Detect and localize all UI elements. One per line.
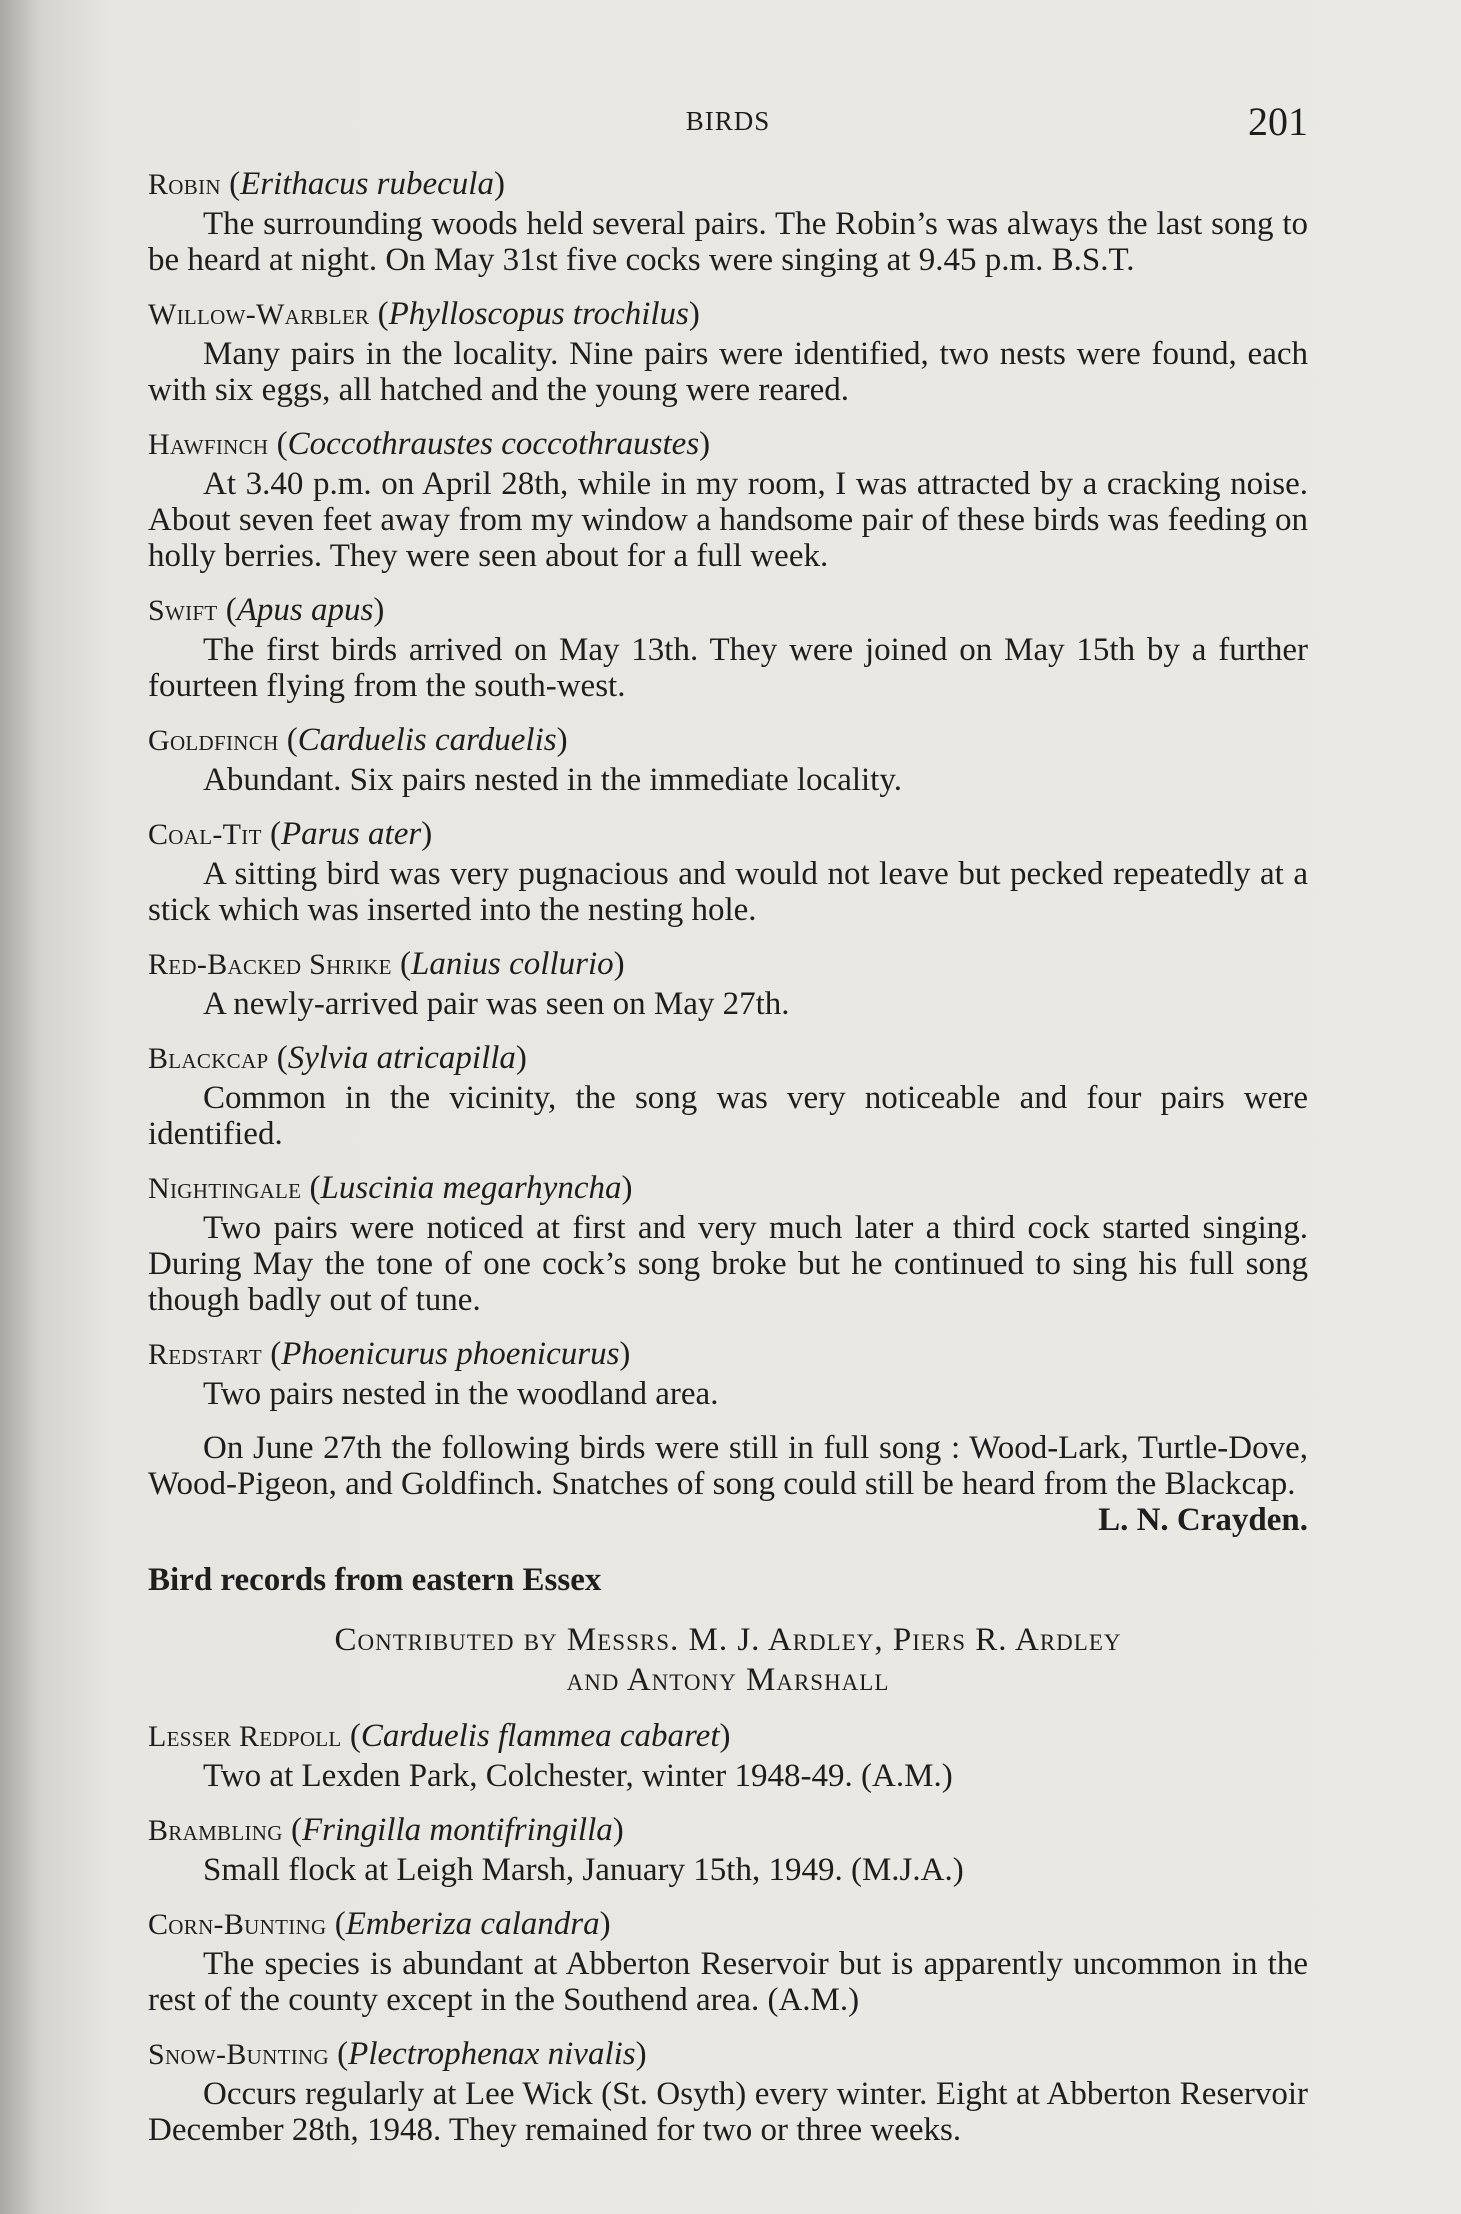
latin-name: Carduelis flammea cabaret (360, 1718, 720, 1754)
entry-text: Two at Lexden Park, Colchester, winter 1948-49. (A.M.) (203, 1758, 953, 1794)
bird-entry-redstart: Redstart (Phoenicurus phoenicurus) Two pairs nested in the woodland area. (148, 1336, 1308, 1412)
latin-name: Phoenicurus phoenicurus (281, 1336, 620, 1372)
entry-text: A sitting bird was very pugnacious and would not leave but pecked repeatedly at a stick which was inserted into the nesting hole. (148, 856, 1308, 928)
page-number: 201 (1248, 99, 1308, 144)
bird-entry-robin: Robin (Erithacus rubecula) The surrounding woods held several pairs. The Robin’s was always the last song to be heard at night. On May 31st five cocks were singing at 9.45 p.m. B.S.T. (148, 166, 1308, 278)
entry-text: Common in the vicinity, the song was very noticeable and four pairs were identified. (148, 1080, 1308, 1152)
entries-list-1 (148, 166, 1308, 1412)
latin-name: Plectrophenax nivalis (348, 2036, 636, 2072)
bird-entry-red-backed-shrike: Red-Backed Shrike (Lanius collurio) A newly-arrived pair was seen on May 27th. (148, 946, 1308, 1022)
running-head: BIRDS (685, 106, 771, 136)
bird-entry-lesser-redpoll: Lesser Redpoll (Carduelis flammea cabaret) Two at Lexden Park, Colchester, winter 1948-49. (A.M.) (148, 1718, 1308, 1794)
latin-name: Fringilla montifringilla (301, 1812, 613, 1848)
common-name: Corn-Bunting (148, 1908, 327, 1941)
author-signature: L. N. Crayden. (1098, 1502, 1308, 1538)
latin-name: Parus ater (280, 816, 422, 852)
bird-entry-willow-warbler: Willow-Warbler (Phylloscopus trochilus) Many pairs in the locality. Nine pairs were identified, two nests were found, each with six eggs, all hatched and the young were reared. (148, 296, 1308, 408)
bird-entry-nightingale: Nightingale (Luscinia megarhyncha) Two pairs were noticed at first and very much later a third cock started singing. During May the tone of one cock’s song broke but he continued to sing his full song though badly out of tune. (148, 1170, 1308, 1318)
latin-name: Erithacus rubecula (240, 166, 494, 202)
bird-entry-brambling: Brambling (Fringilla montifringilla) Small flock at Leigh Marsh, January 15th, 1949. (M.J.A.) (148, 1812, 1308, 1888)
contributors-line-2: and Antony Marshall (566, 1662, 890, 1698)
section-title: Bird records from eastern Essex (148, 1562, 602, 1598)
entry-text: The species is abundant at Abberton Reservoir but is apparently uncommon in the rest of the county except in the Southend area. (A.M.) (148, 1946, 1308, 2018)
closing-paragraph: On June 27th the following birds were still in full song : Wood-Lark, Turtle-Dove, Wood-Pigeon, and Goldfinch. Snatches of song could still be heard from the Blackcap. (148, 1430, 1308, 1502)
common-name: Coal-Tit (148, 818, 262, 851)
latin-name: Carduelis carduelis (297, 722, 557, 758)
common-name: Brambling (148, 1814, 283, 1847)
common-name: Nightingale (148, 1172, 302, 1205)
page-body (148, 166, 1308, 2166)
latin-name: Apus apus (236, 592, 374, 628)
entry-text: Abundant. Six pairs nested in the immediate locality. (203, 762, 902, 798)
common-name: Redstart (148, 1338, 262, 1371)
common-name: Red-Backed Shrike (148, 948, 392, 981)
entry-text: A newly-arrived pair was seen on May 27th. (203, 986, 790, 1022)
latin-name: Lanius collurio (411, 946, 614, 982)
entries-list-2 (148, 1718, 1308, 2148)
bird-entry-goldfinch: Goldfinch (Carduelis carduelis) Abundant. Six pairs nested in the immediate locality. (148, 722, 1308, 798)
entry-text: At 3.40 p.m. on April 28th, while in my room, I was attracted by a cracking noise. About seven feet away from my window a handsome pair of these birds was feeding on holly berries. They were seen about for a full week. (148, 466, 1308, 574)
common-name: Lesser Redpoll (148, 1720, 342, 1753)
common-name: Hawfinch (148, 428, 269, 461)
page-header (148, 98, 1308, 158)
bird-entry-corn-bunting: Corn-Bunting (Emberiza calandra) The species is abundant at Abberton Reservoir but is apparently uncommon in the rest of the county except in the Southend area. (A.M.) (148, 1906, 1308, 2018)
latin-name: Coccothraustes coccothraustes (287, 426, 700, 462)
bird-entry-snow-bunting: Snow-Bunting (Plectrophenax nivalis) Occurs regularly at Lee Wick (St. Osyth) every winter. Eight at Abberton Reservoir December 28th, 1948. They remained for two or three weeks. (148, 2036, 1308, 2148)
common-name: Blackcap (148, 1042, 269, 1075)
entry-text: The first birds arrived on May 13th. They were joined on May 15th by a further fourteen flying from the south-west. (148, 632, 1308, 704)
latin-name: Sylvia atricapilla (287, 1040, 516, 1076)
entry-text: Small flock at Leigh Marsh, January 15th, 1949. (M.J.A.) (203, 1852, 964, 1888)
latin-name: Emberiza calandra (345, 1906, 600, 1942)
entry-text: Many pairs in the locality. Nine pairs were identified, two nests were found, each with six eggs, all hatched and the young were reared. (148, 336, 1308, 408)
common-name: Swift (148, 594, 218, 627)
entry-text: Two pairs were noticed at first and very much later a third cock started singing. During May the tone of one cock’s song broke but he continued to sing his full song though badly out of tune. (148, 1210, 1308, 1318)
entry-text: Two pairs nested in the woodland area. (203, 1376, 719, 1412)
common-name: Goldfinch (148, 724, 279, 757)
bird-entry-blackcap: Blackcap (Sylvia atricapilla) Common in the vicinity, the song was very noticeable and four pairs were identified. (148, 1040, 1308, 1152)
entry-text: Occurs regularly at Lee Wick (St. Osyth) every winter. Eight at Abberton Reservoir December 28th, 1948. They remained for two or three weeks. (148, 2076, 1308, 2148)
entry-text: The surrounding woods held several pairs. The Robin’s was always the last song to be heard at night. On May 31st five cocks were singing at 9.45 p.m. B.S.T. (148, 206, 1308, 278)
common-name: Willow-Warbler (148, 298, 370, 331)
contributors-line (148, 1620, 1308, 1700)
common-name: Snow-Bunting (148, 2038, 329, 2071)
contributors-line-1: Contributed by Messrs. M. J. Ardley, Piers R. Ardley (334, 1622, 1122, 1658)
latin-name: Phylloscopus trochilus (388, 296, 689, 332)
bird-entry-hawfinch: Hawfinch (Coccothraustes coccothraustes) At 3.40 p.m. on April 28th, while in my room, I was attracted by a cracking noise. About seven feet away from my window a handsome pair of these birds was feeding on holly berries. They were seen about for a full week. (148, 426, 1308, 574)
common-name: Robin (148, 168, 221, 201)
latin-name: Luscinia megarhyncha (320, 1170, 622, 1206)
bird-entry-swift: Swift (Apus apus) The first birds arrived on May 13th. They were joined on May 15th by a further fourteen flying from the south-west. (148, 592, 1308, 704)
bird-entry-coal-tit: Coal-Tit (Parus ater) A sitting bird was very pugnacious and would not leave but pecked repeatedly at a stick which was inserted into the nesting hole. (148, 816, 1308, 928)
